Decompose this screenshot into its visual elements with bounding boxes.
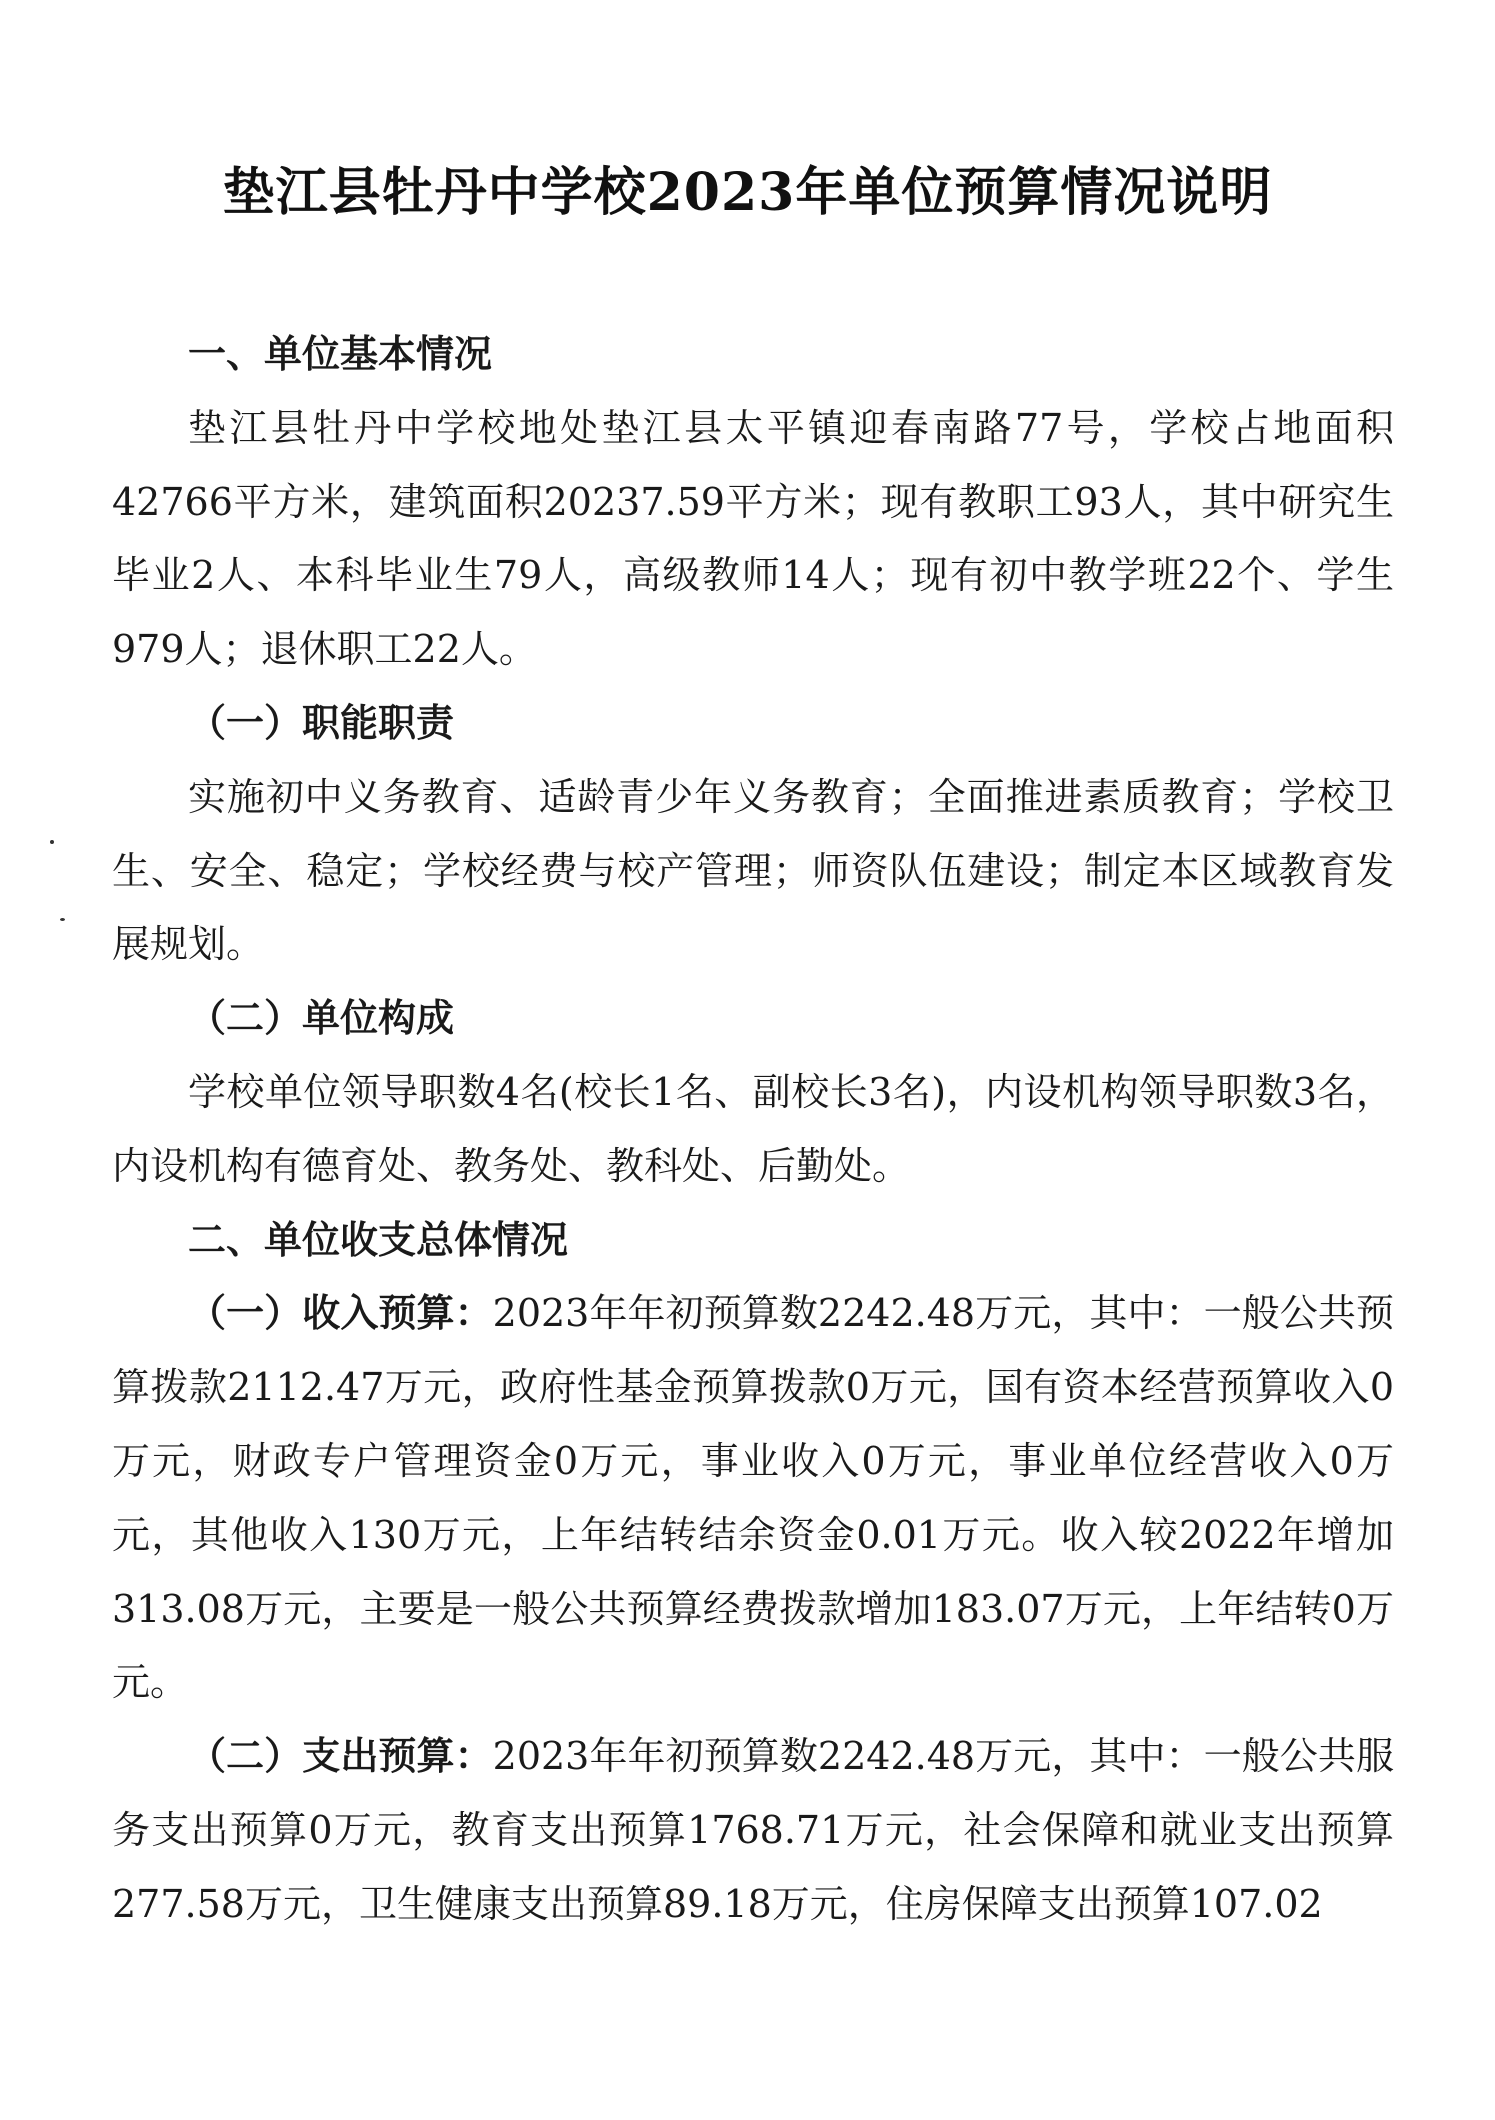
document-title: 垫江县牡丹中学校2023年单位预算情况说明 — [222, 162, 1273, 223]
scan-speck — [50, 840, 54, 844]
section-heading-basic-info: 一、单位基本情况 — [188, 332, 493, 376]
subheading-duties: （一）职能职责 — [188, 700, 455, 745]
scan-speck — [60, 918, 65, 921]
section-heading-revenue-expense: 二、单位收支总体情况 — [188, 1217, 569, 1262]
income-budget-text: 2023年年初预算数2242.48万元，其中：一般公共预算拨款2112.47万元，政府性基金预算拨款0万元，国有资本经营预算收入0万元，财政专户管理资金0万元，事业收入0万元，事业单位经营收入0万元，其他收入130万元，上年结转结余资金0.01万元。收入较2022年增加313.08万元，主要是一般公共预算经费拨款增加183.07万元，上年结转0万元。 — [112, 1291, 1394, 1705]
paragraph-duties: 实施初中义务教育、适龄青少年义务教育；全面推进素质教育；学校卫生、安全、稳定；学校经费与校产管理；师资队伍建设；制定本区域教育发展规划。 — [112, 774, 1394, 967]
expense-budget-text: 2023年年初预算数2242.48万元，其中：一般公共服务支出预算0万元，教育支出预算1768.71万元，社会保障和就业支出预算277.58万元，卫生健康支出预算89.18万元，住房保障支出预算107.02 — [112, 1734, 1394, 1926]
expense-budget-label: （二）支出预算： — [188, 1734, 493, 1779]
paragraph-income-budget — [112, 1277, 1394, 1720]
paragraph-basic-info: 垫江县牡丹中学校地处垫江县太平镇迎春南路77号，学校占地面积42766平方米，建筑面积20237.59平方米；现有教职工93人，其中研究生毕业2人、本科毕业生79人，高级教师14人；现有初中教学班22个、学生979人；退休职工22人。 — [112, 405, 1394, 672]
paragraph-expense-budget — [112, 1720, 1394, 1941]
income-budget-label: （一）收入预算： — [188, 1291, 493, 1336]
paragraph-composition: 学校单位领导职数4名(校长1名、副校长3名)，内设机构领导职数3名，内设机构有德育处、教务处、教科处、后勤处。 — [112, 1069, 1394, 1188]
document-body — [112, 318, 1394, 1942]
subheading-composition: （二）单位构成 — [188, 996, 455, 1041]
